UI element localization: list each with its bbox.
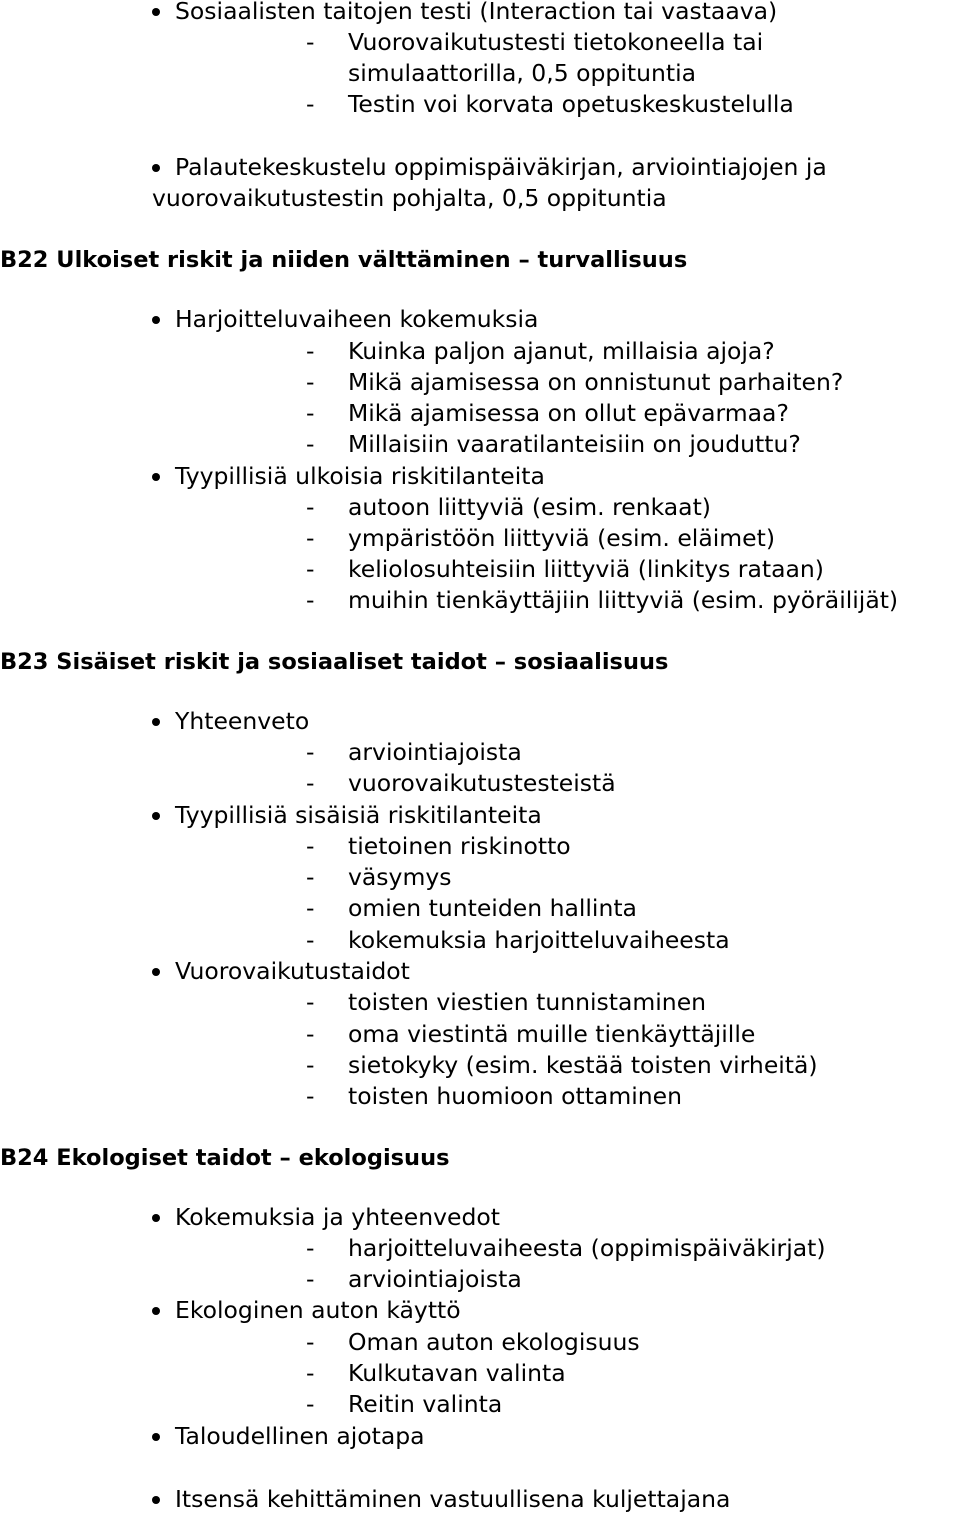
- dash-marker: -: [306, 832, 315, 860]
- dash-marker: -: [306, 894, 315, 922]
- sub-item-continuation: simulaattorilla, 0,5 oppituntia: [348, 59, 697, 87]
- section-heading-b24: B24 Ekologiset taidot – ekologisuus: [0, 1145, 450, 1171]
- bullet-icon: [152, 8, 160, 16]
- bullet-icon: [152, 1214, 160, 1222]
- bullet-text: Palautekeskustelu oppimispäiväkirjan, arviointiajojen ja: [175, 153, 827, 181]
- dash-marker: -: [306, 430, 315, 458]
- dash-marker: -: [306, 586, 315, 614]
- sub-item-text: Mikä ajamisessa on ollut epävarmaa?: [348, 399, 789, 427]
- dash-marker: -: [306, 337, 315, 365]
- dash-marker: -: [306, 1051, 315, 1079]
- sub-item-text: ympäristöön liittyviä (esim. eläimet): [348, 524, 775, 552]
- sub-item-text: kokemuksia harjoitteluvaiheesta: [348, 926, 730, 954]
- bullet-icon: [152, 1433, 160, 1441]
- sub-item-text: vuorovaikutustesteistä: [348, 769, 616, 797]
- dash-marker: -: [306, 1082, 315, 1110]
- sub-item-text: omien tunteiden hallinta: [348, 894, 637, 922]
- bullet-text: Taloudellinen ajotapa: [175, 1422, 425, 1450]
- sub-item-text: tietoinen riskinotto: [348, 832, 571, 860]
- section-heading-b22: B22 Ulkoiset riskit ja niiden välttäminen – turvallisuus: [0, 247, 688, 273]
- dash-marker: -: [306, 769, 315, 797]
- sub-item-text: väsymys: [348, 863, 452, 891]
- sub-item-text: toisten huomioon ottaminen: [348, 1082, 682, 1110]
- dash-marker: -: [306, 555, 315, 583]
- dash-marker: -: [306, 1390, 315, 1418]
- dash-marker: -: [306, 988, 315, 1016]
- section-heading-b23: B23 Sisäiset riskit ja sosiaaliset taidot – sosiaalisuus: [0, 649, 669, 675]
- dash-marker: -: [306, 524, 315, 552]
- dash-marker: -: [306, 1359, 315, 1387]
- bullet-icon: [152, 812, 160, 820]
- bullet-icon: [152, 968, 160, 976]
- sub-item-text: sietokyky (esim. kestää toisten virheitä): [348, 1051, 818, 1079]
- dash-marker: -: [306, 1265, 315, 1293]
- sub-item-text: Oman auton ekologisuus: [348, 1328, 640, 1356]
- bullet-text: Sosiaalisten taitojen testi (Interaction tai vastaava): [175, 0, 778, 25]
- bullet-text: Itsensä kehittäminen vastuullisena kuljettajana: [175, 1485, 731, 1513]
- bullet-text: Harjoitteluvaiheen kokemuksia: [175, 305, 539, 333]
- sub-item-text: Reitin valinta: [348, 1390, 503, 1418]
- sub-item-text: muihin tienkäyttäjiin liittyviä (esim. pyöräilijät): [348, 586, 899, 614]
- dash-marker: -: [306, 926, 315, 954]
- sub-item-text: oma viestintä muille tienkäyttäjille: [348, 1020, 756, 1048]
- bullet-text: Ekologinen auton käyttö: [175, 1296, 461, 1324]
- dash-marker: -: [306, 863, 315, 891]
- sub-item-text: arviointiajoista: [348, 738, 522, 766]
- dash-marker: -: [306, 399, 315, 427]
- sub-item-text: Vuorovaikutustesti tietokoneella tai: [348, 28, 764, 56]
- sub-item-text: Mikä ajamisessa on onnistunut parhaiten?: [348, 368, 844, 396]
- bullet-text: Kokemuksia ja yhteenvedot: [175, 1203, 500, 1231]
- bullet-icon: [152, 1496, 160, 1504]
- dash-marker: -: [306, 90, 315, 118]
- bullet-icon: [152, 718, 160, 726]
- sub-item-text: keliolosuhteisiin liittyviä (linkitys rataan): [348, 555, 824, 583]
- bullet-icon: [152, 164, 160, 172]
- sub-item-text: Millaisiin vaaratilanteisiin on jouduttu?: [348, 430, 801, 458]
- bullet-text: Tyypillisiä ulkoisia riskitilanteita: [175, 462, 545, 490]
- bullet-text: Vuorovaikutustaidot: [175, 957, 410, 985]
- sub-item-text: harjoitteluvaiheesta (oppimispäiväkirjat): [348, 1234, 826, 1262]
- dash-marker: -: [306, 738, 315, 766]
- sub-item-text: autoon liittyviä (esim. renkaat): [348, 493, 711, 521]
- dash-marker: -: [306, 1328, 315, 1356]
- bullet-icon: [152, 316, 160, 324]
- sub-item-text: Testin voi korvata opetuskeskustelulla: [348, 90, 794, 118]
- sub-item-text: Kulkutavan valinta: [348, 1359, 566, 1387]
- dash-marker: -: [306, 1020, 315, 1048]
- bullet-text: Yhteenveto: [175, 707, 310, 735]
- sub-item-text: arviointiajoista: [348, 1265, 522, 1293]
- bullet-continuation: vuorovaikutustestin pohjalta, 0,5 oppituntia: [152, 184, 667, 212]
- bullet-text: Tyypillisiä sisäisiä riskitilanteita: [175, 801, 542, 829]
- dash-marker: -: [306, 368, 315, 396]
- dash-marker: -: [306, 1234, 315, 1262]
- bullet-icon: [152, 1307, 160, 1315]
- bullet-icon: [152, 473, 160, 481]
- sub-item-text: toisten viestien tunnistaminen: [348, 988, 707, 1016]
- dash-marker: -: [306, 493, 315, 521]
- sub-item-text: Kuinka paljon ajanut, millaisia ajoja?: [348, 337, 775, 365]
- dash-marker: -: [306, 28, 315, 56]
